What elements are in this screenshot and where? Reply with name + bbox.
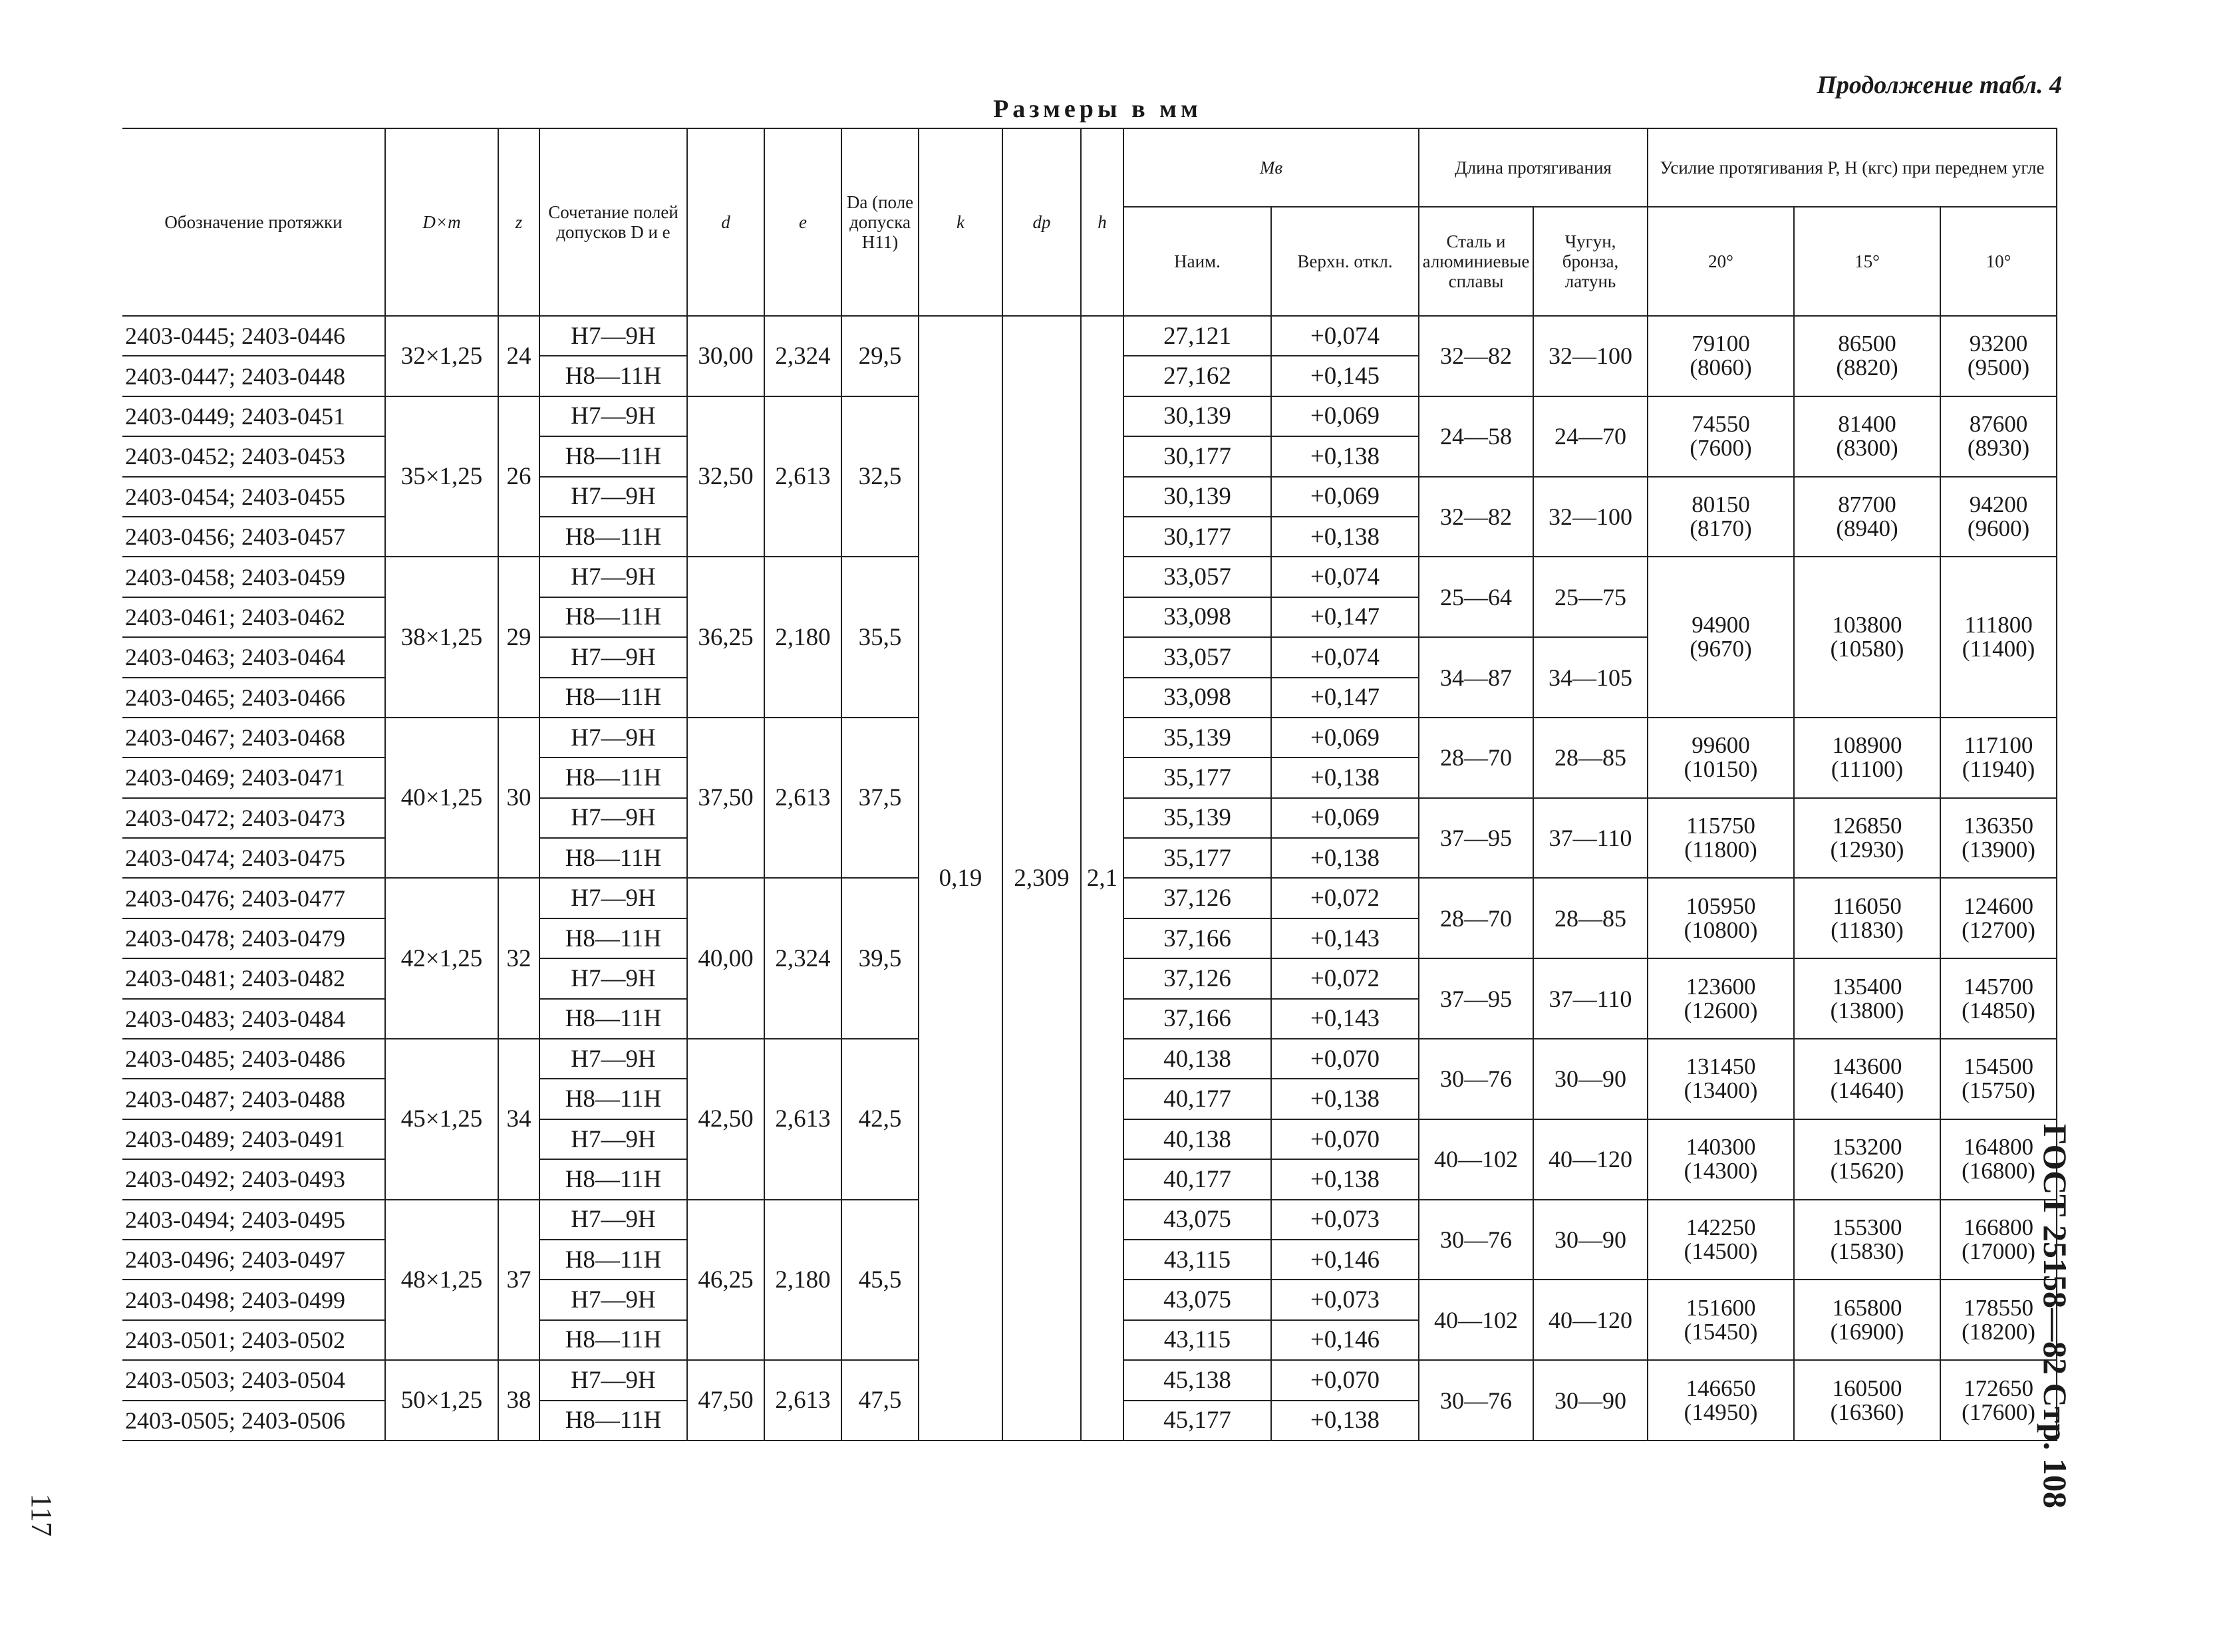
force-10-cell: 178550 (18200) <box>1940 1280 2057 1360</box>
mv-deviation-cell: +0,138 <box>1271 1159 1419 1199</box>
force-15-cell: 126850 (12930) <box>1794 798 1940 879</box>
tolerance-cell: H7—9H <box>539 316 687 356</box>
e-cell: 2,613 <box>764 396 841 557</box>
z-cell: 26 <box>498 396 539 557</box>
designation-cell: 2403-0476; 2403-0477 <box>122 878 385 918</box>
header-angle-20: 20° <box>1648 207 1794 316</box>
force-15-cell: 160500 (16360) <box>1794 1360 1940 1441</box>
mv-min-cell: 35,139 <box>1123 718 1271 757</box>
designation-cell: 2403-0447; 2403-0448 <box>122 356 385 396</box>
force-15-cell: 87700 (8940) <box>1794 477 1940 557</box>
mv-min-cell: 35,177 <box>1123 838 1271 878</box>
header-d: d <box>687 128 764 316</box>
da-cell: 47,5 <box>841 1360 919 1441</box>
header-length-iron: Чугун, бронза, латунь <box>1533 207 1648 316</box>
length-iron-cell: 28—85 <box>1533 878 1648 958</box>
designation-cell: 2403-0498; 2403-0499 <box>122 1280 385 1319</box>
e-cell: 2,180 <box>764 557 841 718</box>
length-iron-cell: 40—120 <box>1533 1280 1648 1360</box>
z-cell: 29 <box>498 557 539 718</box>
da-cell: 35,5 <box>841 557 919 718</box>
mv-min-cell: 27,121 <box>1123 316 1271 356</box>
force-20-cell: 105950 (10800) <box>1648 878 1794 958</box>
designation-cell: 2403-0456; 2403-0457 <box>122 517 385 557</box>
mv-deviation-cell: +0,069 <box>1271 798 1419 838</box>
tolerance-cell: H7—9H <box>539 1200 687 1240</box>
header-length: Длина протягивания <box>1419 128 1648 207</box>
designation-cell: 2403-0478; 2403-0479 <box>122 918 385 958</box>
mv-deviation-cell: +0,146 <box>1271 1240 1419 1280</box>
z-cell: 37 <box>498 1200 539 1361</box>
continuation-title: Продолжение табл. 4 <box>1817 71 2062 99</box>
dxm-cell: 48×1,25 <box>385 1200 498 1361</box>
force-10-cell: 136350 (13900) <box>1940 798 2057 879</box>
length-steel-cell: 28—70 <box>1419 718 1533 798</box>
h-cell: 2,1 <box>1081 316 1123 1441</box>
da-cell: 42,5 <box>841 1039 919 1200</box>
tolerance-cell: H8—11H <box>539 999 687 1039</box>
length-steel-cell: 37—95 <box>1419 798 1533 879</box>
tolerance-cell: H7—9H <box>539 1360 687 1400</box>
mv-deviation-cell: +0,138 <box>1271 1401 1419 1441</box>
mv-deviation-cell: +0,138 <box>1271 436 1419 476</box>
mv-deviation-cell: +0,073 <box>1271 1280 1419 1319</box>
force-20-cell: 140300 (14300) <box>1648 1119 1794 1200</box>
length-steel-cell: 32—82 <box>1419 477 1533 557</box>
length-iron-cell: 30—90 <box>1533 1039 1648 1119</box>
mv-min-cell: 33,057 <box>1123 557 1271 597</box>
d-cell: 40,00 <box>687 878 764 1039</box>
mv-min-cell: 37,126 <box>1123 878 1271 918</box>
mv-min-cell: 33,057 <box>1123 637 1271 677</box>
tolerance-cell: H8—11H <box>539 1320 687 1360</box>
force-20-cell: 146650 (14950) <box>1648 1360 1794 1441</box>
d-cell: 37,50 <box>687 718 764 879</box>
e-cell: 2,613 <box>764 718 841 879</box>
length-steel-cell: 25—64 <box>1419 557 1533 637</box>
designation-cell: 2403-0472; 2403-0473 <box>122 798 385 838</box>
mv-min-cell: 27,162 <box>1123 356 1271 396</box>
mv-deviation-cell: +0,074 <box>1271 557 1419 597</box>
force-10-cell: 111800 (11400) <box>1940 557 2057 718</box>
da-cell: 29,5 <box>841 316 919 396</box>
length-iron-cell: 28—85 <box>1533 718 1648 798</box>
mv-min-cell: 30,177 <box>1123 517 1271 557</box>
tolerance-cell: H7—9H <box>539 557 687 597</box>
mv-min-cell: 33,098 <box>1123 597 1271 637</box>
header-tolerance: Сочетание полей допусков D и e <box>539 128 687 316</box>
tolerance-cell: H8—11H <box>539 517 687 557</box>
mv-deviation-cell: +0,073 <box>1271 1200 1419 1240</box>
tolerance-cell: H8—11H <box>539 757 687 797</box>
tolerance-cell: H7—9H <box>539 477 687 517</box>
mv-deviation-cell: +0,074 <box>1271 637 1419 677</box>
e-cell: 2,613 <box>764 1039 841 1200</box>
d-cell: 30,00 <box>687 316 764 396</box>
dxm-cell: 45×1,25 <box>385 1039 498 1200</box>
mv-deviation-cell: +0,069 <box>1271 718 1419 757</box>
d-cell: 47,50 <box>687 1360 764 1441</box>
designation-cell: 2403-0454; 2403-0455 <box>122 477 385 517</box>
length-iron-cell: 32—100 <box>1533 477 1648 557</box>
length-iron-cell: 37—110 <box>1533 958 1648 1039</box>
mv-min-cell: 37,166 <box>1123 999 1271 1039</box>
mv-deviation-cell: +0,070 <box>1271 1039 1419 1079</box>
force-20-cell: 74550 (7600) <box>1648 396 1794 477</box>
designation-cell: 2403-0458; 2403-0459 <box>122 557 385 597</box>
tolerance-cell: H8—11H <box>539 1240 687 1280</box>
designation-cell: 2403-0489; 2403-0491 <box>122 1119 385 1159</box>
designation-cell: 2403-0474; 2403-0475 <box>122 838 385 878</box>
dxm-cell: 42×1,25 <box>385 878 498 1039</box>
tolerance-cell: H8—11H <box>539 918 687 958</box>
mv-min-cell: 33,098 <box>1123 678 1271 718</box>
dxm-cell: 50×1,25 <box>385 1360 498 1441</box>
force-10-cell: 145700 (14850) <box>1940 958 2057 1039</box>
force-20-cell: 115750 (11800) <box>1648 798 1794 879</box>
z-cell: 24 <box>498 316 539 396</box>
mv-min-cell: 30,139 <box>1123 477 1271 517</box>
mv-min-cell: 35,139 <box>1123 798 1271 838</box>
length-iron-cell: 37—110 <box>1533 798 1648 879</box>
force-15-cell: 108900 (11100) <box>1794 718 1940 798</box>
mv-deviation-cell: +0,145 <box>1271 356 1419 396</box>
mv-min-cell: 45,138 <box>1123 1360 1271 1400</box>
force-10-cell: 164800 (16800) <box>1940 1119 2057 1200</box>
length-iron-cell: 30—90 <box>1533 1360 1648 1441</box>
d-cell: 42,50 <box>687 1039 764 1200</box>
tolerance-cell: H8—11H <box>539 1159 687 1199</box>
length-steel-cell: 24—58 <box>1419 396 1533 477</box>
designation-cell: 2403-0469; 2403-0471 <box>122 757 385 797</box>
designation-cell: 2403-0494; 2403-0495 <box>122 1200 385 1240</box>
tolerance-cell: H7—9H <box>539 1280 687 1319</box>
da-cell: 39,5 <box>841 878 919 1039</box>
length-iron-cell: 34—105 <box>1533 637 1648 718</box>
tolerance-cell: H8—11H <box>539 356 687 396</box>
force-15-cell: 81400 (8300) <box>1794 396 1940 477</box>
mv-deviation-cell: +0,072 <box>1271 878 1419 918</box>
tolerance-cell: H7—9H <box>539 637 687 677</box>
tolerance-cell: H7—9H <box>539 718 687 757</box>
mv-deviation-cell: +0,074 <box>1271 316 1419 356</box>
mv-deviation-cell: +0,070 <box>1271 1119 1419 1159</box>
force-20-cell: 99600 (10150) <box>1648 718 1794 798</box>
length-iron-cell: 40—120 <box>1533 1119 1648 1200</box>
force-10-cell: 124600 (12700) <box>1940 878 2057 958</box>
tolerance-cell: H8—11H <box>539 838 687 878</box>
mv-deviation-cell: +0,069 <box>1271 477 1419 517</box>
d-cell: 32,50 <box>687 396 764 557</box>
d-cell: 36,25 <box>687 557 764 718</box>
tolerance-cell: H7—9H <box>539 1039 687 1079</box>
length-steel-cell: 30—76 <box>1419 1360 1533 1441</box>
length-steel-cell: 34—87 <box>1419 637 1533 718</box>
header-dp: dp <box>1002 128 1081 316</box>
mv-min-cell: 37,126 <box>1123 958 1271 998</box>
header-row-1 <box>122 128 2057 207</box>
e-cell: 2,613 <box>764 1360 841 1441</box>
header-z: z <box>498 128 539 316</box>
da-cell: 32,5 <box>841 396 919 557</box>
designation-cell: 2403-0481; 2403-0482 <box>122 958 385 998</box>
designation-cell: 2403-0463; 2403-0464 <box>122 637 385 677</box>
force-15-cell: 103800 (10580) <box>1794 557 1940 718</box>
length-steel-cell: 30—76 <box>1419 1200 1533 1280</box>
force-10-cell: 154500 (15750) <box>1940 1039 2057 1119</box>
designation-cell: 2403-0505; 2403-0506 <box>122 1401 385 1441</box>
tolerance-cell: H7—9H <box>539 958 687 998</box>
designation-cell: 2403-0487; 2403-0488 <box>122 1079 385 1119</box>
mv-deviation-cell: +0,143 <box>1271 999 1419 1039</box>
length-steel-cell: 40—102 <box>1419 1119 1533 1200</box>
header-designation: Обозначение протяжки <box>122 128 385 316</box>
force-10-cell: 94200 (9600) <box>1940 477 2057 557</box>
tolerance-cell: H8—11H <box>539 597 687 637</box>
header-force: Усилие протягивания P, Н (кгс) при переднем угле <box>1648 128 2057 207</box>
mv-deviation-cell: +0,138 <box>1271 517 1419 557</box>
header-e: e <box>764 128 841 316</box>
designation-cell: 2403-0452; 2403-0453 <box>122 436 385 476</box>
header-mv-min: Наим. <box>1123 207 1271 316</box>
header-h: h <box>1081 128 1123 316</box>
mv-deviation-cell: +0,138 <box>1271 1079 1419 1119</box>
mv-deviation-cell: +0,143 <box>1271 918 1419 958</box>
length-iron-cell: 25—75 <box>1533 557 1648 637</box>
header-mv: Mв <box>1123 128 1419 207</box>
side-label: ГОСТ 25158—82 Стр. 108 <box>2037 1124 2074 1508</box>
tolerance-cell: H8—11H <box>539 1401 687 1441</box>
mv-deviation-cell: +0,070 <box>1271 1360 1419 1400</box>
force-20-cell: 151600 (15450) <box>1648 1280 1794 1360</box>
header-angle-10: 10° <box>1940 207 2057 316</box>
mv-deviation-cell: +0,138 <box>1271 838 1419 878</box>
dxm-cell: 35×1,25 <box>385 396 498 557</box>
mv-min-cell: 30,139 <box>1123 396 1271 436</box>
units-caption: Размеры в мм <box>993 95 1202 123</box>
length-steel-cell: 28—70 <box>1419 878 1533 958</box>
designation-cell: 2403-0496; 2403-0497 <box>122 1240 385 1280</box>
force-15-cell: 143600 (14640) <box>1794 1039 1940 1119</box>
mv-min-cell: 43,115 <box>1123 1240 1271 1280</box>
designation-cell: 2403-0501; 2403-0502 <box>122 1320 385 1360</box>
designation-cell: 2403-0465; 2403-0466 <box>122 678 385 718</box>
tolerance-cell: H7—9H <box>539 396 687 436</box>
mv-min-cell: 43,115 <box>1123 1320 1271 1360</box>
mv-min-cell: 43,075 <box>1123 1200 1271 1240</box>
mv-deviation-cell: +0,072 <box>1271 958 1419 998</box>
tolerance-cell: H7—9H <box>539 1119 687 1159</box>
mv-deviation-cell: +0,138 <box>1271 757 1419 797</box>
da-cell: 37,5 <box>841 718 919 879</box>
force-10-cell: 172650 (17600) <box>1940 1360 2057 1441</box>
force-15-cell: 153200 (15620) <box>1794 1119 1940 1200</box>
z-cell: 30 <box>498 718 539 879</box>
length-steel-cell: 32—82 <box>1419 316 1533 396</box>
mv-min-cell: 40,177 <box>1123 1079 1271 1119</box>
force-15-cell: 116050 (11830) <box>1794 878 1940 958</box>
force-10-cell: 87600 (8930) <box>1940 396 2057 477</box>
mv-deviation-cell: +0,146 <box>1271 1320 1419 1360</box>
mv-min-cell: 35,177 <box>1123 757 1271 797</box>
length-steel-cell: 30—76 <box>1419 1039 1533 1119</box>
mv-deviation-cell: +0,069 <box>1271 396 1419 436</box>
force-15-cell: 155300 (15830) <box>1794 1200 1940 1280</box>
designation-cell: 2403-0485; 2403-0486 <box>122 1039 385 1079</box>
z-cell: 34 <box>498 1039 539 1200</box>
e-cell: 2,324 <box>764 878 841 1039</box>
da-cell: 45,5 <box>841 1200 919 1361</box>
force-20-cell: 79100 (8060) <box>1648 316 1794 396</box>
force-20-cell: 123600 (12600) <box>1648 958 1794 1039</box>
header-dxm: D×m <box>385 128 498 316</box>
mv-deviation-cell: +0,147 <box>1271 597 1419 637</box>
tolerance-cell: H7—9H <box>539 798 687 838</box>
tolerance-cell: H8—11H <box>539 678 687 718</box>
force-10-cell: 117100 (11940) <box>1940 718 2057 798</box>
z-cell: 32 <box>498 878 539 1039</box>
length-steel-cell: 37—95 <box>1419 958 1533 1039</box>
dp-cell: 2,309 <box>1002 316 1081 1441</box>
force-15-cell: 86500 (8820) <box>1794 316 1940 396</box>
page-number: 117 <box>25 1494 58 1537</box>
header-da: Da (поле допуска H11) <box>841 128 919 316</box>
force-20-cell: 94900 (9670) <box>1648 557 1794 718</box>
broach-dimensions-table <box>122 128 2057 1441</box>
designation-cell: 2403-0467; 2403-0468 <box>122 718 385 757</box>
mv-min-cell: 37,166 <box>1123 918 1271 958</box>
mv-deviation-cell: +0,147 <box>1271 678 1419 718</box>
designation-cell: 2403-0449; 2403-0451 <box>122 396 385 436</box>
mv-min-cell: 45,177 <box>1123 1401 1271 1441</box>
force-10-cell: 166800 (17000) <box>1940 1200 2057 1280</box>
length-iron-cell: 32—100 <box>1533 316 1648 396</box>
designation-cell: 2403-0492; 2403-0493 <box>122 1159 385 1199</box>
force-20-cell: 80150 (8170) <box>1648 477 1794 557</box>
length-steel-cell: 40—102 <box>1419 1280 1533 1360</box>
z-cell: 38 <box>498 1360 539 1441</box>
force-20-cell: 131450 (13400) <box>1648 1039 1794 1119</box>
force-10-cell: 93200 (9500) <box>1940 316 2057 396</box>
tolerance-cell: H8—11H <box>539 1079 687 1119</box>
force-20-cell: 142250 (14500) <box>1648 1200 1794 1280</box>
dxm-cell: 38×1,25 <box>385 557 498 718</box>
header-k: k <box>919 128 1002 316</box>
d-cell: 46,25 <box>687 1200 764 1361</box>
force-15-cell: 135400 (13800) <box>1794 958 1940 1039</box>
force-15-cell: 165800 (16900) <box>1794 1280 1940 1360</box>
length-iron-cell: 24—70 <box>1533 396 1648 477</box>
header-length-steel: Сталь и алюминиевые сплавы <box>1419 207 1533 316</box>
k-cell: 0,19 <box>919 316 1002 1441</box>
designation-cell: 2403-0445; 2403-0446 <box>122 316 385 356</box>
designation-cell: 2403-0503; 2403-0504 <box>122 1360 385 1400</box>
dxm-cell: 40×1,25 <box>385 718 498 879</box>
mv-min-cell: 40,138 <box>1123 1119 1271 1159</box>
dxm-cell: 32×1,25 <box>385 316 498 396</box>
length-iron-cell: 30—90 <box>1533 1200 1648 1280</box>
designation-cell: 2403-0483; 2403-0484 <box>122 999 385 1039</box>
tolerance-cell: H7—9H <box>539 878 687 918</box>
mv-min-cell: 40,177 <box>1123 1159 1271 1199</box>
designation-cell: 2403-0461; 2403-0462 <box>122 597 385 637</box>
e-cell: 2,180 <box>764 1200 841 1361</box>
mv-min-cell: 43,075 <box>1123 1280 1271 1319</box>
e-cell: 2,324 <box>764 316 841 396</box>
table-row <box>122 316 2057 356</box>
header-angle-15: 15° <box>1794 207 1940 316</box>
mv-min-cell: 30,177 <box>1123 436 1271 476</box>
header-mv-upper: Верхн. откл. <box>1271 207 1419 316</box>
table-body <box>122 316 2057 1441</box>
tolerance-cell: H8—11H <box>539 436 687 476</box>
mv-min-cell: 40,138 <box>1123 1039 1271 1079</box>
